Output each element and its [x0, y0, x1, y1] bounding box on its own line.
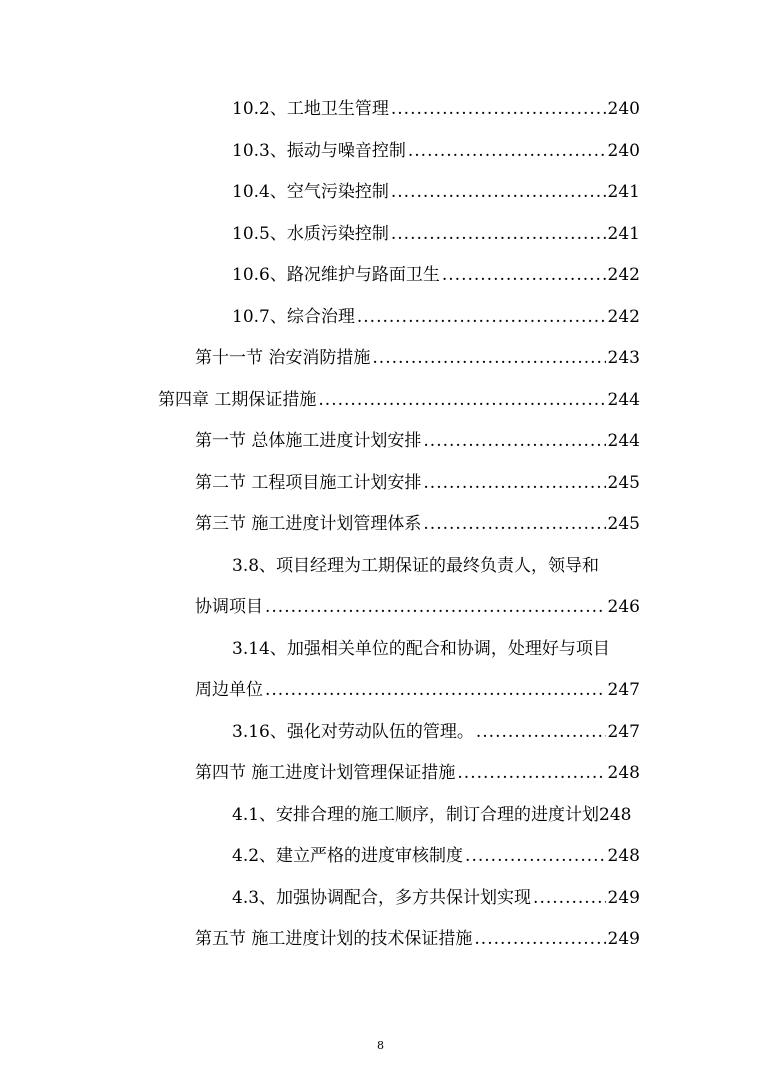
toc-entry	[195, 762, 640, 784]
toc-entry-page: 247	[607, 722, 640, 742]
toc-entry	[195, 347, 640, 369]
toc-entry-title: 第十一节 治安消防措施	[195, 348, 371, 368]
toc-entry-page: 243	[607, 348, 640, 368]
toc-leader	[423, 472, 605, 494]
toc-entry-page: 241	[607, 224, 640, 244]
toc-entry	[195, 430, 640, 452]
page-number: 8	[377, 1039, 384, 1052]
toc-entry	[195, 513, 640, 535]
toc-entry-page: 249	[607, 888, 640, 908]
toc-entry-page: 247	[607, 680, 640, 700]
toc-entry-title: 第四节 施工进度计划管理保证措施	[195, 763, 456, 783]
toc-entry-page: 245	[607, 473, 640, 493]
toc-leader	[474, 928, 605, 950]
toc-leader	[423, 430, 605, 452]
toc-entry	[195, 928, 640, 950]
toc-leader	[442, 264, 606, 286]
toc-entry	[158, 389, 640, 411]
toc-entry-title: 10.4、空气污染控制	[232, 182, 389, 202]
toc-entry-title: 3.8、项目经理为工期保证的最终负责人，领导和	[232, 556, 600, 576]
toc-entry	[232, 223, 640, 245]
toc-leader	[457, 762, 605, 784]
toc-entry	[232, 306, 640, 328]
toc-entry-page: 241	[607, 182, 640, 202]
toc-entry	[232, 98, 640, 120]
toc-leader	[357, 306, 606, 328]
toc-leader	[265, 596, 606, 618]
toc-entry-page: 245	[607, 514, 640, 534]
toc-entry-page: 244	[607, 390, 640, 410]
toc-leader	[533, 887, 606, 909]
toc-entry-title: 第一节 总体施工进度计划安排	[195, 431, 422, 451]
toc-entry-title: 4.2、建立严格的进度审核制度	[232, 846, 464, 866]
toc-entry-page: 249	[607, 929, 640, 949]
toc-entry-page: 240	[607, 141, 640, 161]
toc-entry	[232, 845, 640, 867]
toc-entry-title: 3.14、加强相关单位的配合和协调，处理好与项目	[232, 639, 610, 659]
toc-entry-page: 240	[607, 99, 640, 119]
toc-entry-title: 周边单位	[195, 680, 263, 700]
toc-entry-page: 248	[607, 846, 640, 866]
toc-entry	[195, 679, 640, 701]
toc-leader	[372, 347, 605, 369]
toc-entry-page: 244	[607, 431, 640, 451]
toc-entry-title: 10.3、振动与噪音控制	[232, 141, 406, 161]
toc-entry	[232, 887, 640, 909]
toc-leader	[391, 98, 606, 120]
toc-leader	[391, 181, 606, 203]
toc-entry-title: 第二节 工程项目施工计划安排	[195, 473, 422, 493]
toc-leader	[465, 845, 606, 867]
toc-entry-page: 242	[607, 265, 640, 285]
toc-entry	[232, 264, 640, 286]
toc-leader	[265, 679, 606, 701]
toc-leader	[391, 223, 606, 245]
toc-entry-title: 10.2、工地卫生管理	[232, 99, 389, 119]
toc-entry-page: 248	[607, 763, 640, 783]
toc-entry	[195, 596, 640, 618]
toc-entry	[195, 472, 640, 494]
toc-leader	[423, 513, 605, 535]
toc-entry	[232, 721, 640, 743]
toc-leader	[318, 389, 605, 411]
toc-entry-title: 3.16、强化对劳动队伍的管理。	[232, 722, 474, 742]
toc-entry-page: 242	[607, 307, 640, 327]
toc-entry-title: 第三节 施工进度计划管理体系	[195, 514, 422, 534]
toc-entry-title: 第四章 工期保证措施	[158, 390, 317, 410]
toc-entry-title: 4.3、加强协调配合，多方共保计划实现	[232, 888, 532, 908]
toc-entry-title: 10.7、综合治理	[232, 307, 355, 327]
toc-entry-title: 协调项目	[195, 597, 263, 617]
toc-entry-title: 4.1、安排合理的施工顺序，制订合理的进度计划248	[232, 805, 632, 825]
toc-entry-title: 10.6、路况维护与路面卫生	[232, 265, 440, 285]
toc-entry	[232, 140, 640, 162]
toc-entry-title: 第五节 施工进度计划的技术保证措施	[195, 929, 473, 949]
toc-leader	[408, 140, 606, 162]
toc-leader	[476, 721, 606, 743]
toc-entry	[232, 181, 640, 203]
toc-entry-title: 10.5、水质污染控制	[232, 224, 389, 244]
toc-entry-page: 246	[607, 597, 640, 617]
